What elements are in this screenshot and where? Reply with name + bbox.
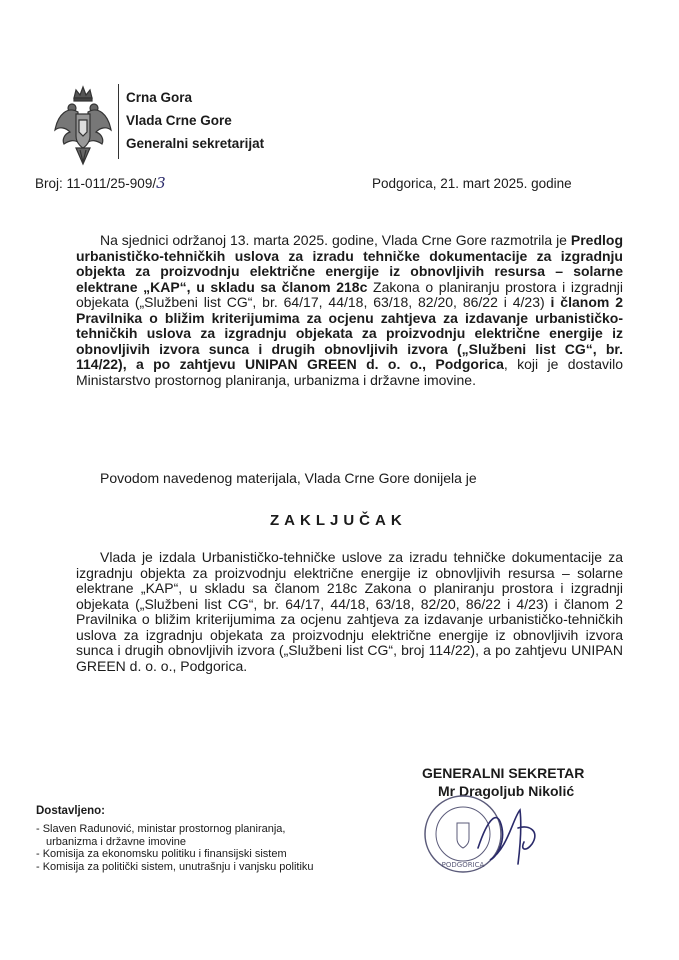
- reference-number-text: Broj: 11-011/25-909/: [35, 176, 157, 191]
- intro-paragraph: [76, 233, 623, 388]
- header-divider: [118, 84, 119, 159]
- intro-text-1: Na sjednici održanoj 13. marta 2025. godine, Vlada Crne Gore razmotrila je: [100, 232, 571, 248]
- decision-intro: Povodom navedenog materijala, Vlada Crne Gore donijela je: [100, 470, 477, 486]
- place-date: Podgorica, 21. mart 2025. godine: [372, 176, 572, 191]
- distribution-item: - Komisija za politički sistem, unutrašnju i vanjsku politiku: [36, 860, 314, 873]
- distribution-list: [36, 823, 314, 873]
- intro-text-3: , koji je dostavilo Ministarstvo prostornog planiranja, urbanizma i državne imovine.: [76, 356, 623, 388]
- conclusion-body: Vlada je izdala Urbanističko-tehničke uslove za izradu tehničke dokumentacije za izgradnju objekta za proizvodnju električne energije iz obnovljivih resursa – solarne elektrane „KAP“, u skladu sa članom 218c Zakona o planiranju prostora i izgradnji objekata („Službeni list CG“, br. 64/17, 44/18, 63/18, 82/20, 86/22 i 4/23) i članom 2 Pravilnika o bližim kriterijumima za ocjenu zahtjeva za izdavanje urbanističko-tehničkih uslova za izgradnju objekata za proizvodnju električne energije iz obnovljivih izvora sunca i drugih obnovljivih izvora („Službeni list CG“, broj 114/22), a po zahtjevu UNIPAN GREEN d. o. o., Podgorica.: [76, 549, 623, 674]
- distribution-heading: Dostavljeno:: [36, 805, 106, 817]
- header-country: Crna Gora: [126, 90, 193, 105]
- intro-bold-2: i članom 2 Pravilnika o bližim kriterijumima za ocjenu zahtjeva za izdavanje urbanističko-tehničkih uslova za izgradnju objekata za proizvodnju električne energije iz obnovljivih izvora sunca i drugih obnovljivih izvora („Službeni list CG“, br. 114/22), a po zahtjevu UNIPAN GREEN d. o. o., Podgorica: [76, 294, 623, 372]
- header-government: Vlada Crne Gore: [126, 113, 232, 128]
- intro-text-2: Zakona o planiranju prostora i izgradnji objekata („Službeni list CG“, br. 64/17, 44/18, 63/18, 82/20, 86/22 i 4/23): [76, 278, 624, 310]
- distribution-item: urbanizma i državne imovine: [46, 835, 187, 848]
- handwritten-signature: [468, 798, 558, 878]
- conclusion-title: ZAKLJUČAK: [270, 512, 407, 529]
- intro-bold-1: Predlog urbanističko-tehničkih uslova za izradu tehničke dokumentacije za izgradnju objekta za proizvodnju električne energije iz obnovljivih resursa – solarne elektrane „KAP“, u skladu sa članom 218c: [76, 232, 623, 295]
- signature-title: GENERALNI SEKRETAR: [422, 765, 585, 781]
- header-secretariat: Generalni sekretarijat: [126, 136, 265, 151]
- distribution-item: - Komisija za ekonomsku politiku i finansijski sistem: [36, 848, 287, 861]
- stamp-text: PODGORICA: [441, 861, 485, 869]
- distribution-item: - Slaven Radunović, ministar prostornog planiranja,: [36, 823, 286, 835]
- signature-name: Mr Dragoljub Nikolić: [438, 783, 575, 799]
- coat-of-arms-icon: [52, 84, 114, 170]
- reference-number: [35, 174, 166, 192]
- handwritten-suffix: 3: [156, 174, 166, 192]
